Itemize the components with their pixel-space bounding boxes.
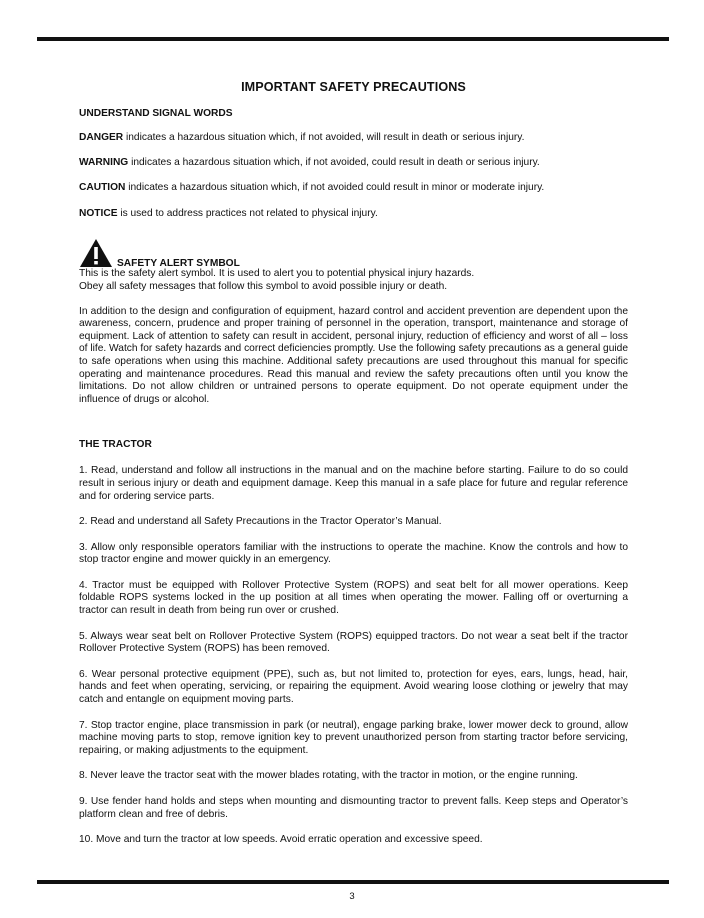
safety-alert-line-2: Obey all safety messages that follow this symbol to avoid possible injury or death. bbox=[79, 280, 448, 292]
signal-word: DANGER bbox=[79, 132, 124, 143]
signal-text: is used to address practices not related to physical injury. bbox=[117, 207, 378, 219]
safety-alert-heading: SAFETY ALERT SYMBOL bbox=[117, 258, 240, 270]
list-item: 1. Read, understand and follow all instructions in the manual and on the machine before starting. Failure to do so could result in serious injury or death and equipment damage. Keep this manual in a safe place for future and regular reference and for ordering service parts. bbox=[79, 465, 628, 502]
page-number: 3 bbox=[349, 891, 355, 902]
signal-word: WARNING bbox=[79, 156, 129, 168]
safety-alert-line-1: This is the safety alert symbol. It is used to alert you to potential physical injury hazards. bbox=[79, 268, 475, 280]
top-rule bbox=[37, 37, 669, 41]
list-item: 6. Wear personal protective equipment (PPE), such as, but not limited to, protection for eyes, ears, lungs, head, hair, hands and feet when operating, servicing, or repairing the equipment. Avoid wearing loose clothing or jewelry that may catch and entangle on equipment moving parts. bbox=[79, 668, 628, 706]
intro-paragraph: In addition to the design and configuration of equipment, hazard control and accident prevention are dependent upon the awareness, concern, prudence and proper training of personnel in the operation, transport, maintenance and storage of equipment. Lack of attention to safety can result in accident, personal injury, reduction of efficiency and worst of all – loss of life. Watch for safety hazards and correct deficiencies promptly. Use the following safety precautions as a general guide to safe operations when using this machine. Additional safety precautions are used throughout this manual for specific operating and maintenance procedures. Read this manual and review the safety precautions often until you know the limitations. Do not allow children or untrained persons to operate equipment. Do not operate equipment under the influence of drugs or alcohol. bbox=[79, 305, 628, 405]
signal-caution bbox=[79, 182, 628, 195]
list-item: 3. Allow only responsible operators familiar with the instructions to operate the machine. Know the controls and how to stop tractor engine and mower quickly in an emergency. bbox=[79, 541, 628, 566]
signal-notice bbox=[79, 208, 628, 221]
signal-word: NOTICE bbox=[79, 207, 118, 219]
list-item: 4. Tractor must be equipped with Rollover Protective System (ROPS) and seat belt for all mower operations. Keep foldable ROPS systems locked in the up position at all times when operating the mower. Falling off or overturning a tractor can result in death from being run over or crushed. bbox=[79, 579, 628, 617]
page-content bbox=[79, 80, 628, 847]
list-item: 9. Use fender hand holds and steps when mounting and dismounting tractor to prevent falls. Keep steps and Operator’s platform clean and free of debris. bbox=[79, 796, 628, 820]
signal-text: indicates a hazardous situation which, if not avoided, will result in death or serious injury. bbox=[123, 132, 525, 143]
tractor-heading: THE TRACTOR bbox=[79, 439, 152, 451]
bottom-rule bbox=[37, 880, 669, 884]
signal-text: indicates a hazardous situation which, if not avoided could result in minor or moderate injury. bbox=[125, 182, 545, 194]
list-item: 10. Move and turn the tractor at low speeds. Avoid erratic operation and excessive speed. bbox=[79, 834, 483, 846]
list-item: 5. Always wear seat belt on Rollover Protective System (ROPS) equipped tractors. Do not wear a seat belt if the tractor Rollover Protective System (ROPS) has been removed. bbox=[79, 630, 628, 655]
signal-warning bbox=[79, 157, 628, 170]
warning-triangle-icon bbox=[79, 238, 113, 268]
signal-text: indicates a hazardous situation which, if not avoided, could result in death or serious injury. bbox=[128, 156, 540, 168]
signal-words-heading: UNDERSTAND SIGNAL WORDS bbox=[79, 108, 233, 119]
signal-word: CAUTION bbox=[79, 182, 126, 194]
signal-danger bbox=[79, 132, 628, 145]
list-item: 2. Read and understand all Safety Precautions in the Tractor Operator’s Manual. bbox=[79, 516, 442, 528]
page-title: IMPORTANT SAFETY PRECAUTIONS bbox=[241, 80, 466, 94]
list-item: 7. Stop tractor engine, place transmission in park (or neutral), engage parking brake, lower mower deck to ground, allow machine moving parts to stop, remove ignition key to prevent unauthorized person from starting tractor before servicing, repairing, or making adjustments to the equipment. bbox=[79, 719, 628, 756]
list-item: 8. Never leave the tractor seat with the mower blades rotating, with the tractor in motion, or the engine running. bbox=[79, 770, 578, 782]
safety-alert-header bbox=[79, 238, 628, 268]
